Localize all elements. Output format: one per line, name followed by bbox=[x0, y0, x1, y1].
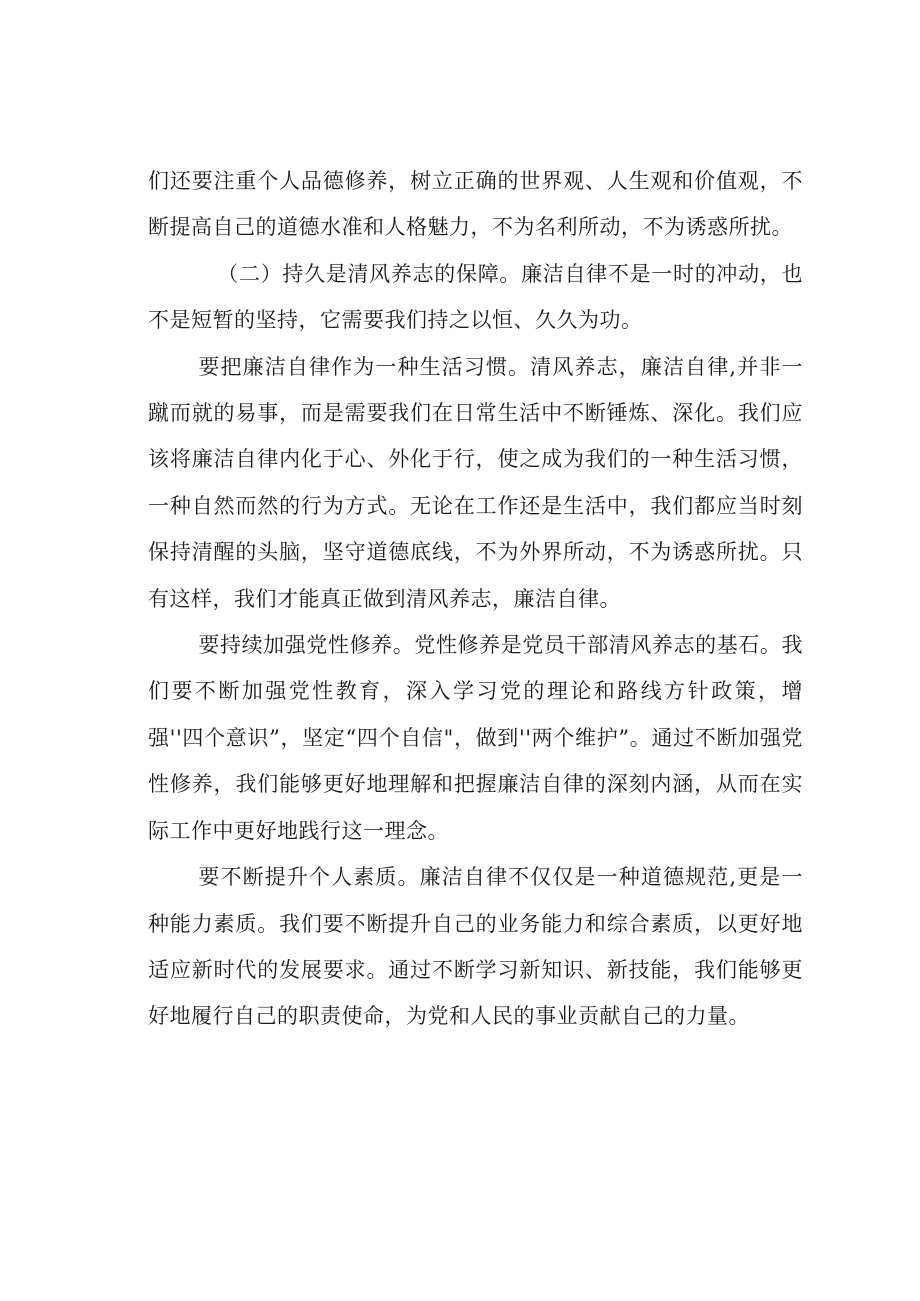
paragraph-section-heading: （二）持久是清风养志的保障。廉洁自律不是一时的冲动，也不是短暂的坚持，它需要我们持之以恒、久久为功。 bbox=[148, 261, 803, 333]
document-body bbox=[148, 158, 803, 1040]
paragraph-party-spirit: 要持续加强党性修养。党性修养是党员干部清风养志的基石。我们要不断加强党性教育，深入学习党的理论和路线方针政策，增强''四个意识”，坚定“四个自信"，做到''两个维护”。通过不断加强党性修养，我们能够更好地理解和把握廉洁自律的深刻内涵，从而在实际工作中更好地践行这一理念。 bbox=[148, 633, 803, 843]
paragraph-continuation: 们还要注重个人品德修养，树立正确的世界观、人生观和价值观，不断提高自己的道德水准和人格魅力，不为名利所动，不为诱惑所扰。 bbox=[148, 169, 803, 240]
paragraph-personal-quality: 要不断提升个人素质。廉洁自律不仅仅是一种道德规范,更是一种能力素质。我们要不断提升自己的业务能力和综合素质，以更好地适应新时代的发展要求。通过不断学习新知识、新技能，我们能够更好地履行自己的职责使命，为党和人民的事业贡献自己的力量。 bbox=[148, 865, 803, 1029]
paragraph-living-habit: 要把廉洁自律作为一种生活习惯。清风养志，廉洁自律,并非一蹴而就的易事，而是需要我们在日常生活中不断锤炼、深化。我们应该将廉洁自律内化于心、外化于行，使之成为我们的一种生活习惯，一种自然而然的行为方式。无论在工作还是生活中，我们都应当时刻保持清醒的头脑，坚守道德底线，不为外界所动，不为诱惑所扰。只有这样，我们才能真正做到清风养志，廉洁自律。 bbox=[148, 354, 803, 611]
